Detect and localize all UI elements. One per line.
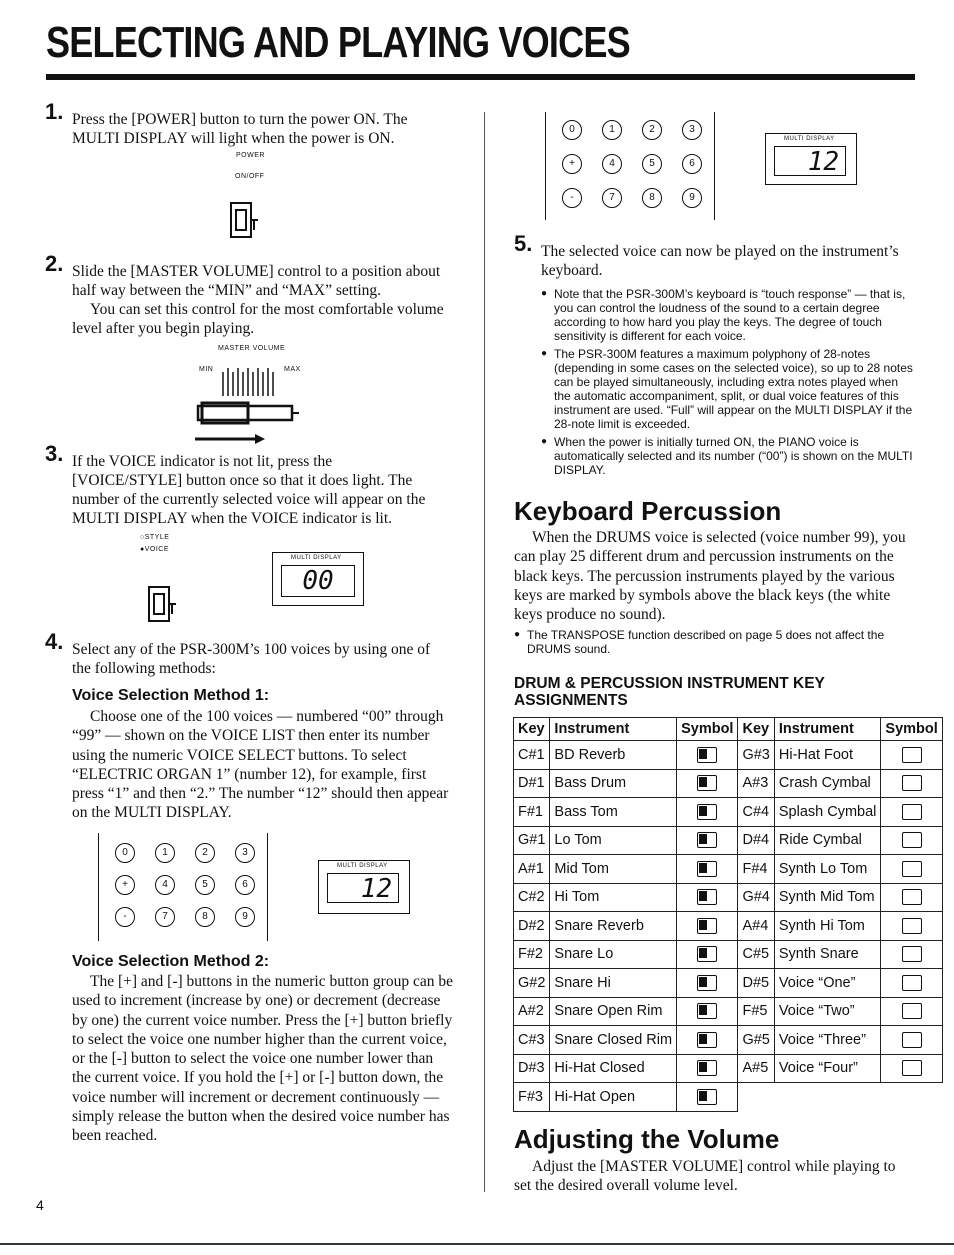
key-cell: F#3 <box>514 1083 550 1112</box>
key-cell: D#5 <box>738 969 774 998</box>
step-text: If the VOICE indicator is not lit, press the [VOICE/STYLE] button once so that it does light. The number of the currently selected voice will appear on the MULTI DISPLAY when the VOICE indicator is lit. <box>72 453 426 527</box>
step-number: 4. <box>45 629 64 654</box>
volume-text: Adjust the [MASTER VOLUME] control while playing to set the desired overall volume level. <box>514 1158 896 1195</box>
step-text: Select any of the PSR-300M’s 100 voices by using one of the following methods: <box>72 641 431 677</box>
step-number: 5. <box>514 231 533 256</box>
key-assignment-table <box>513 717 943 1112</box>
voice-style-button-icon <box>146 584 178 624</box>
key-cell: G#2 <box>514 969 550 998</box>
volume-slider-icon <box>195 360 305 444</box>
onoff-label: ON/OFF <box>235 173 265 180</box>
column-header: Symbol <box>677 718 738 741</box>
key-cell: C#4 <box>738 798 774 827</box>
power-switch-icon <box>228 200 260 240</box>
keypad-button[interactable]: 5 <box>195 875 215 895</box>
key-cell: D#3 <box>514 1054 550 1083</box>
instrument-cell: Splash Cymbal <box>774 798 881 827</box>
key-cell: G#5 <box>738 1026 774 1055</box>
key-cell: F#4 <box>738 855 774 884</box>
instrument-cell: Synth Snare <box>774 940 881 969</box>
step-2 <box>45 251 444 338</box>
percussion-text: When the DRUMS voice is selected (voice number 99), you can play 25 different drum and percussion instruments on the black keys. The percussion instruments played by the various keys are marked by symbols above the black keys (the white keys produce no sound). <box>514 529 906 624</box>
symbol-cell <box>677 769 738 798</box>
style-indicator: ○STYLE <box>140 534 170 541</box>
percussion-symbol-icon <box>902 832 922 848</box>
key-cell: G#4 <box>738 883 774 912</box>
symbol-cell <box>677 940 738 969</box>
volume-heading: Adjusting the Volume <box>514 1124 780 1154</box>
table-row <box>514 912 943 941</box>
keypad-button[interactable]: - <box>562 188 582 208</box>
symbol-cell <box>881 1026 942 1055</box>
note-item: ● When the power is initially turned ON, the PIANO voice is automatically selected and its number (“00”) is shown on the MULTI DISPLAY. <box>541 435 913 477</box>
symbol-cell <box>881 741 942 770</box>
symbol-cell <box>677 798 738 827</box>
title-rule <box>46 74 915 80</box>
instrument-cell: Snare Hi <box>550 969 677 998</box>
instrument-cell: Snare Lo <box>550 940 677 969</box>
table-row <box>514 855 943 884</box>
min-label: MIN <box>199 366 214 373</box>
step-1 <box>45 99 442 148</box>
instrument-cell: Snare Reverb <box>550 912 677 941</box>
symbol-cell <box>677 1083 738 1112</box>
instrument-cell: Bass Drum <box>550 769 677 798</box>
keypad-button[interactable]: 3 <box>682 120 702 140</box>
percussion-symbol-icon <box>902 946 922 962</box>
key-cell: D#4 <box>738 826 774 855</box>
table-row <box>514 940 943 969</box>
keypad-button[interactable]: 5 <box>642 154 662 174</box>
symbol-cell <box>881 826 942 855</box>
percussion-symbol-icon <box>697 1060 717 1076</box>
step-number: 3. <box>45 441 64 466</box>
keypad-button[interactable]: 6 <box>235 875 255 895</box>
instrument-cell: Synth Lo Tom <box>774 855 881 884</box>
percussion-symbol-icon <box>902 1003 922 1019</box>
symbol-cell <box>677 1054 738 1083</box>
symbol-cell <box>881 997 942 1026</box>
symbol-cell <box>881 969 942 998</box>
symbol-cell <box>677 826 738 855</box>
step-text: Press the [POWER] button to turn the power ON. The MULTI DISPLAY will light when the power is ON. <box>72 111 408 147</box>
instrument-cell: Crash Cymbal <box>774 769 881 798</box>
multi-display-label: MULTI DISPLAY <box>337 863 388 869</box>
instrument-cell: Voice “Two” <box>774 997 881 1026</box>
percussion-symbol-icon <box>697 1032 717 1048</box>
percussion-symbol-icon <box>902 861 922 877</box>
key-cell <box>738 1083 774 1112</box>
table-row <box>514 741 943 770</box>
symbol-cell <box>881 1054 942 1083</box>
multi-display-label: MULTI DISPLAY <box>291 555 342 561</box>
key-cell: A#2 <box>514 997 550 1026</box>
instrument-cell: Voice “Four” <box>774 1054 881 1083</box>
percussion-symbol-icon <box>902 889 922 905</box>
symbol-cell <box>677 1026 738 1055</box>
key-cell: F#5 <box>738 997 774 1026</box>
step-number: 2. <box>45 251 64 276</box>
instrument-cell: BD Reverb <box>550 741 677 770</box>
step-4 <box>45 629 452 678</box>
instrument-cell: Ride Cymbal <box>774 826 881 855</box>
keypad-button[interactable]: - <box>115 907 135 927</box>
keypad-button[interactable]: + <box>562 154 582 174</box>
multi-display-value: 12 <box>774 146 846 176</box>
column-divider <box>484 112 485 1192</box>
instrument-cell <box>774 1083 881 1112</box>
key-cell: D#2 <box>514 912 550 941</box>
percussion-symbol-icon <box>697 946 717 962</box>
table-row <box>514 1083 943 1112</box>
instrument-cell: Lo Tom <box>550 826 677 855</box>
table-row <box>514 798 943 827</box>
multi-display-label: MULTI DISPLAY <box>784 136 835 142</box>
instrument-cell: Voice “Three” <box>774 1026 881 1055</box>
keypad-button[interactable]: 0 <box>562 120 582 140</box>
key-cell: F#2 <box>514 940 550 969</box>
table-body <box>514 741 943 1112</box>
key-cell: A#1 <box>514 855 550 884</box>
table-row <box>514 883 943 912</box>
percussion-symbol-icon <box>697 918 717 934</box>
instrument-cell: Synth Mid Tom <box>774 883 881 912</box>
percussion-symbol-icon <box>902 1060 922 1076</box>
symbol-cell <box>881 912 942 941</box>
instrument-cell: Hi-Hat Foot <box>774 741 881 770</box>
key-cell: G#1 <box>514 826 550 855</box>
table-row <box>514 1054 943 1083</box>
table-row <box>514 969 943 998</box>
keypad-button[interactable]: + <box>115 875 135 895</box>
column-header: Instrument <box>774 718 881 741</box>
symbol-cell <box>881 1083 942 1112</box>
percussion-symbol-icon <box>697 861 717 877</box>
table-header-row <box>514 718 943 741</box>
column-header: Symbol <box>881 718 942 741</box>
step-text: Slide the [MASTER VOLUME] control to a position about half way between the “MIN” and “MAX” setting. <box>72 263 441 299</box>
multi-display-value: 12 <box>327 873 399 903</box>
table-row <box>514 769 943 798</box>
percussion-symbol-icon <box>902 747 922 763</box>
key-cell: D#1 <box>514 769 550 798</box>
percussion-symbol-icon <box>902 775 922 791</box>
notes-list <box>541 287 913 481</box>
symbol-cell <box>881 883 942 912</box>
page-number: 4 <box>36 1197 44 1213</box>
instrument-cell: Snare Open Rim <box>550 997 677 1026</box>
symbol-cell <box>881 769 942 798</box>
key-cell: C#3 <box>514 1026 550 1055</box>
percussion-symbol-icon <box>697 747 717 763</box>
method-2-text: The [+] and [-] buttons in the numeric button group can be used to increment (increase by one) or decrement (decrease by one) the current voice number. Press the [+] button briefly to select the voice one number higher than the current voice, or the [-] button to select the voice one number lower than the current voice. If you hold the [+] or [-] button down, the voice number will increment or decrement continuously — simply release the button when the desired voice number has been reached. <box>72 973 453 1145</box>
keypad-button[interactable]: 2 <box>195 843 215 863</box>
percussion-heading: Keyboard Percussion <box>514 496 782 526</box>
percussion-symbol-icon <box>902 1032 922 1048</box>
multi-display <box>272 552 364 606</box>
keypad-button[interactable]: 0 <box>115 843 135 863</box>
instrument-cell: Voice “One” <box>774 969 881 998</box>
keypad-button[interactable]: 4 <box>602 154 622 174</box>
percussion-symbol-icon <box>902 804 922 820</box>
key-cell: C#5 <box>738 940 774 969</box>
keypad-button[interactable]: 7 <box>155 907 175 927</box>
symbol-cell <box>881 855 942 884</box>
instrument-cell: Mid Tom <box>550 855 677 884</box>
instrument-cell: Synth Hi Tom <box>774 912 881 941</box>
instrument-cell: Hi-Hat Closed <box>550 1054 677 1083</box>
table-row <box>514 1026 943 1055</box>
percussion-symbol-icon <box>902 918 922 934</box>
table-row <box>514 997 943 1026</box>
keypad-button[interactable]: 1 <box>602 120 622 140</box>
method-1-text: Choose one of the 100 voices — numbered “00” through “99” — shown on the VOICE LIST then enter its number using the numeric VOICE SELECT buttons. To select “ELECTRIC ORGAN 1” (number 12), for example, first press “1” and then “2.” The number “12” should then appear on the MULTI DISPLAY. <box>72 708 449 822</box>
keypad-button[interactable]: 6 <box>682 154 702 174</box>
percussion-symbol-icon <box>697 832 717 848</box>
percussion-symbol-icon <box>697 775 717 791</box>
voice-select-keypad <box>545 112 715 220</box>
symbol-cell <box>677 912 738 941</box>
keypad-button[interactable]: 3 <box>235 843 255 863</box>
symbol-cell <box>881 798 942 827</box>
table-row <box>514 826 943 855</box>
symbol-cell <box>677 855 738 884</box>
table-heading: DRUM & PERCUSSION INSTRUMENT KEY ASSIGNMENTS <box>514 675 825 709</box>
multi-display-value: 00 <box>281 565 355 597</box>
note-item: ● The PSR-300M features a maximum polyphony of 28-notes (depending in some cases on the selected voice), so up to 28 notes can be played simultaneously, including extra notes played when the automatic accompaniment, split, or dual voice features of this instrument are used. “Full” will appear on the MULTI DISPLAY if the 28-note limit is exceeded. <box>541 347 913 431</box>
symbol-cell <box>677 741 738 770</box>
instrument-cell: Bass Tom <box>550 798 677 827</box>
multi-display <box>765 133 857 185</box>
symbol-cell <box>677 997 738 1026</box>
master-volume-label: MASTER VOLUME <box>218 345 286 352</box>
method-2-heading: Voice Selection Method 2: <box>72 953 270 970</box>
key-cell: A#5 <box>738 1054 774 1083</box>
step-text: The selected voice can now be played on the instrument’s keyboard. <box>541 243 899 279</box>
page-title: SELECTING AND PLAYING VOICES <box>46 18 630 67</box>
symbol-cell <box>677 969 738 998</box>
keypad-button[interactable]: 1 <box>155 843 175 863</box>
method-1-heading: Voice Selection Method 1: <box>72 687 270 704</box>
percussion-symbol-icon <box>902 975 922 991</box>
step-3 <box>45 441 444 528</box>
key-cell: C#2 <box>514 883 550 912</box>
bottom-rule <box>0 1243 954 1245</box>
percussion-note: ● The TRANSPOSE function described on page 5 does not affect the DRUMS sound. <box>514 628 914 660</box>
percussion-symbol-icon <box>697 889 717 905</box>
multi-display <box>318 860 410 914</box>
key-cell: A#3 <box>738 769 774 798</box>
percussion-symbol-icon <box>697 975 717 991</box>
keypad-button[interactable]: 2 <box>642 120 662 140</box>
voice-indicator: ●VOICE <box>140 546 170 553</box>
keypad-button[interactable]: 8 <box>642 188 662 208</box>
column-header: Instrument <box>550 718 677 741</box>
instrument-cell: Hi Tom <box>550 883 677 912</box>
keypad-button[interactable]: 9 <box>682 188 702 208</box>
note-item: ● Note that the PSR-300M’s keyboard is “touch response” — that is, you can control the loudness of the sound to a certain degree according to how hard you play the keys. The degree of touch sensitivity is different for each voice. <box>541 287 913 343</box>
percussion-symbol-icon <box>697 804 717 820</box>
keypad-button[interactable]: 9 <box>235 907 255 927</box>
percussion-symbol-icon <box>697 1089 717 1105</box>
column-header: Key <box>738 718 774 741</box>
percussion-symbol-icon <box>697 1003 717 1019</box>
key-cell: F#1 <box>514 798 550 827</box>
column-header: Key <box>514 718 550 741</box>
keypad-button[interactable]: 7 <box>602 188 622 208</box>
step-5 <box>514 231 913 280</box>
instrument-cell: Hi-Hat Open <box>550 1083 677 1112</box>
step-text-2: You can set this control for the most comfortable volume level after you begin playing. <box>72 301 444 337</box>
key-cell: C#1 <box>514 741 550 770</box>
symbol-cell <box>881 940 942 969</box>
power-label: POWER <box>236 152 265 159</box>
step-number: 1. <box>45 99 64 124</box>
keypad-button[interactable]: 8 <box>195 907 215 927</box>
voice-select-keypad <box>98 833 268 941</box>
key-cell: G#3 <box>738 741 774 770</box>
keypad-button[interactable]: 4 <box>155 875 175 895</box>
instrument-cell: Snare Closed Rim <box>550 1026 677 1055</box>
max-label: MAX <box>284 366 301 373</box>
symbol-cell <box>677 883 738 912</box>
key-cell: A#4 <box>738 912 774 941</box>
